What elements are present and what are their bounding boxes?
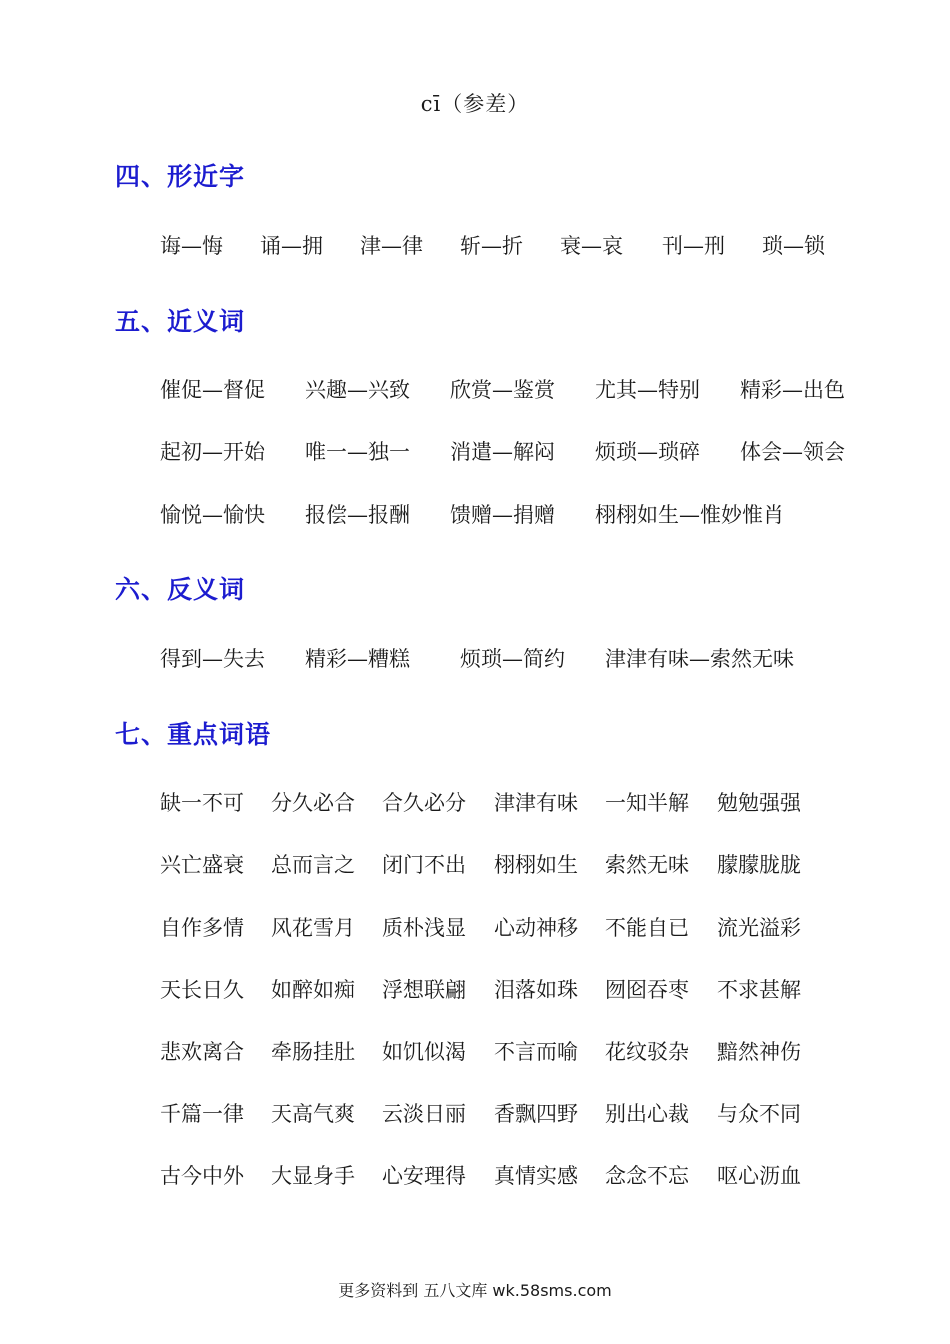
idiom: 心安理得 (382, 1164, 466, 1188)
word-pair: 精彩—糟糕 (305, 647, 410, 671)
idiom: 流光溢彩 (717, 916, 801, 940)
word-pair: 报偿—报酬 (305, 503, 410, 527)
idiom: 悲欢离合 (160, 1040, 244, 1064)
idiom: 兴亡盛衰 (160, 853, 244, 877)
idiom: 呕心沥血 (717, 1164, 801, 1188)
section-heading-jinyici: 五、近义词 (115, 307, 246, 336)
word-pair: 馈赠—捐赠 (450, 503, 555, 527)
idiom: 不求甚解 (717, 978, 801, 1002)
word-pair: 刊—刑 (662, 234, 725, 258)
word-pair: 衰—哀 (560, 234, 623, 258)
word-pair: 兴趣—兴致 (305, 378, 410, 402)
idiom: 勉勉强强 (717, 791, 801, 815)
idiom: 云淡日丽 (382, 1102, 466, 1126)
idiom: 天长日久 (160, 978, 244, 1002)
idiom: 一知半解 (605, 791, 689, 815)
word-pair: 得到—失去 (160, 647, 265, 671)
idiom: 心动神移 (494, 916, 578, 940)
idiom: 天高气爽 (271, 1102, 355, 1126)
idiom: 花纹驳杂 (605, 1040, 689, 1064)
word-pair: 唯一—独一 (305, 440, 410, 464)
idiom: 风花雪月 (271, 916, 355, 940)
idiom: 黯然神伤 (717, 1040, 801, 1064)
word-pair: 栩栩如生—惟妙惟肖 (595, 503, 784, 527)
idiom: 闭门不出 (382, 853, 466, 877)
idiom: 如醉如痴 (271, 978, 355, 1002)
idiom: 香飘四野 (494, 1102, 578, 1126)
section-heading-xingjinzi: 四、形近字 (115, 162, 246, 191)
idiom: 分久必合 (271, 791, 355, 815)
word-pair: 烦琐—琐碎 (595, 440, 700, 464)
idiom: 不能自已 (605, 916, 689, 940)
idiom: 栩栩如生 (494, 853, 578, 877)
word-pair: 津津有味—索然无味 (605, 647, 794, 671)
idiom: 索然无味 (605, 853, 689, 877)
idiom: 总而言之 (271, 853, 355, 877)
word-pair: 愉悦—愉快 (160, 503, 265, 527)
idiom: 念念不忘 (605, 1164, 689, 1188)
idiom: 与众不同 (717, 1102, 801, 1126)
idiom: 如饥似渴 (382, 1040, 466, 1064)
word-pair: 欣赏—鉴赏 (450, 378, 555, 402)
idiom: 古今中外 (160, 1164, 244, 1188)
word-pair: 琐—锁 (762, 234, 825, 258)
idiom: 浮想联翩 (382, 978, 466, 1002)
idiom: 泪落如珠 (494, 978, 578, 1002)
word-pair: 烦琐—简约 (460, 647, 565, 671)
idiom: 合久必分 (382, 791, 466, 815)
idiom: 自作多情 (160, 916, 244, 940)
pinyin-line: cī（参差） (420, 92, 530, 116)
idiom: 别出心裁 (605, 1102, 689, 1126)
idiom: 牵肠挂肚 (271, 1040, 355, 1064)
idiom: 千篇一律 (160, 1102, 244, 1126)
word-pair: 尤其—特别 (595, 378, 700, 402)
word-pair: 起初—开始 (160, 440, 265, 464)
idiom: 缺一不可 (160, 791, 244, 815)
word-pair: 消遣—解闷 (450, 440, 555, 464)
word-pair: 津—律 (360, 234, 423, 258)
idiom: 真情实感 (494, 1164, 578, 1188)
idiom: 囫囵吞枣 (605, 978, 689, 1002)
word-pair: 催促—督促 (160, 378, 265, 402)
idiom: 朦朦胧胧 (717, 853, 801, 877)
section-heading-fanyici: 六、反义词 (115, 575, 246, 604)
word-pair: 诵—拥 (260, 234, 323, 258)
footer-text: 更多资料到 五八文库 wk.58sms.com (338, 1281, 612, 1300)
idiom: 质朴浅显 (382, 916, 466, 940)
idiom: 大显身手 (271, 1164, 355, 1188)
section-heading-zhongdian: 七、重点词语 (115, 720, 272, 749)
word-pair: 体会—领会 (740, 440, 845, 464)
word-pair: 斩—折 (460, 234, 523, 258)
idiom: 不言而喻 (494, 1040, 578, 1064)
idiom: 津津有味 (494, 791, 578, 815)
word-pair: 诲—悔 (160, 234, 223, 258)
word-pair: 精彩—出色 (740, 378, 845, 402)
